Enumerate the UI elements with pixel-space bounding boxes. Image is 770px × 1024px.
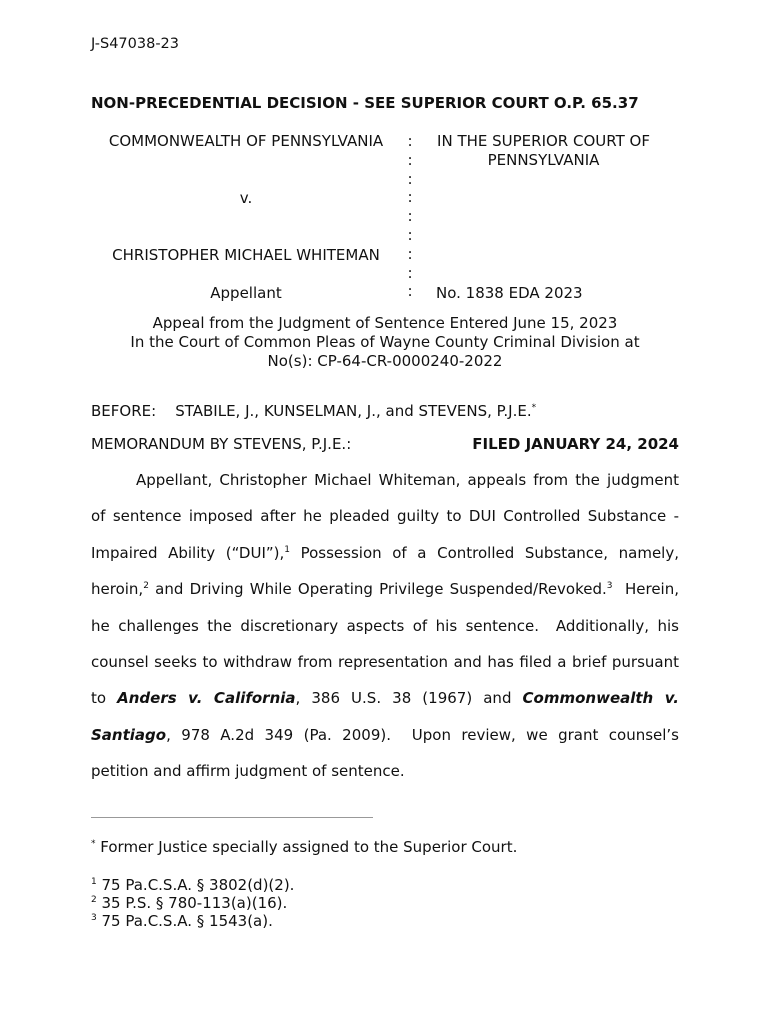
before-panel	[91, 402, 536, 420]
case-caption	[91, 130, 691, 310]
versus-label: v.	[239, 189, 253, 207]
docket-code: J-S47038-23	[91, 36, 180, 52]
footnote-list	[91, 876, 294, 930]
footnote-ref-2: 2	[143, 581, 149, 592]
appeal-line-1: Appeal from the Judgment of Sentence Entered June 15, 2023	[152, 314, 618, 332]
body-text-6: , 978 A.2d 349 (Pa. 2009). Upon review, we grant counsel’s petition and affirm judgment of sentence.	[91, 725, 684, 781]
appeal-line-2: In the Court of Common Pleas of Wayne County Criminal Division at	[130, 333, 640, 351]
footnote-star	[91, 838, 517, 856]
body-text-5: , 386 U.S. 38 (1967) and	[295, 689, 523, 708]
plaintiff-party: COMMONWEALTH OF PENNSYLVANIA	[108, 132, 384, 150]
court-name-line2: PENNSYLVANIA	[487, 151, 600, 169]
footnote-text: 35 P.S. § 780-113(a)(16).	[96, 894, 288, 912]
footnote-ref-1: 1	[284, 544, 290, 555]
body-text-1: Appellant, Christopher Michael Whiteman, appeals from the judgment of sentence imposed after he pleaded guilty to DUI Controlled Substance - Impaired Ability (“DUI”),	[91, 471, 679, 562]
case-citation-santiago: Commonwealth v. Santiago	[91, 689, 680, 744]
footnote-mark: 3	[91, 913, 97, 923]
court-name-line1: IN THE SUPERIOR COURT OF	[437, 132, 650, 150]
opinion-paragraph	[91, 462, 684, 790]
docket-number: No. 1838 EDA 2023	[436, 284, 583, 302]
footnote-star-text: Former Justice specially assigned to the Superior Court.	[95, 838, 518, 856]
memorandum-author: MEMORANDUM BY STEVENS, P.J.E.:	[91, 435, 352, 453]
footnote-divider	[91, 817, 373, 818]
caption-colon-separator: : : : : : : : : :	[407, 132, 413, 301]
nonprecedential-notice: NON-PRECEDENTIAL DECISION - SEE SUPERIOR COURT O.P. 65.37	[91, 94, 639, 112]
footnote-item	[91, 912, 294, 930]
body-text-4: Herein, he challenges the discretionary aspects of his sentence. Additionally, his counsel seeks to withdraw from representation and has filed a brief pursuant to	[91, 580, 684, 708]
body-text-3: and Driving While Operating Privilege Suspended/Revoked.	[148, 580, 607, 599]
footnote-ref-3: 3	[606, 581, 613, 592]
appeal-line-3: No(s): CP-64-CR-0000240-2022	[267, 352, 503, 370]
appeal-statement	[91, 314, 679, 371]
footnote-text: 75 Pa.C.S.A. § 3802(d)(2).	[96, 876, 295, 894]
defendant-party: CHRISTOPHER MICHAEL WHITEMAN	[112, 246, 380, 264]
footnote-item	[91, 894, 294, 912]
footnote-star-mark: *	[91, 839, 96, 849]
footnote-text: 75 Pa.C.S.A. § 1543(a).	[96, 912, 273, 930]
footnote-mark: 1	[91, 877, 97, 887]
appellant-role: Appellant	[210, 284, 282, 302]
opinion-body	[91, 462, 684, 790]
before-judges: BEFORE: STABILE, J., KUNSELMAN, J., and STEVENS, P.J.E.	[91, 402, 532, 420]
body-text-2: Possession of a Controlled Substance, namely, heroin,	[91, 543, 679, 599]
footnote-mark: 2	[91, 895, 97, 905]
before-footnote-mark: *	[531, 403, 537, 413]
footnote-item	[91, 876, 294, 894]
filed-date: FILED JANUARY 24, 2024	[472, 435, 679, 453]
case-citation-anders: Anders v. California	[117, 689, 296, 708]
